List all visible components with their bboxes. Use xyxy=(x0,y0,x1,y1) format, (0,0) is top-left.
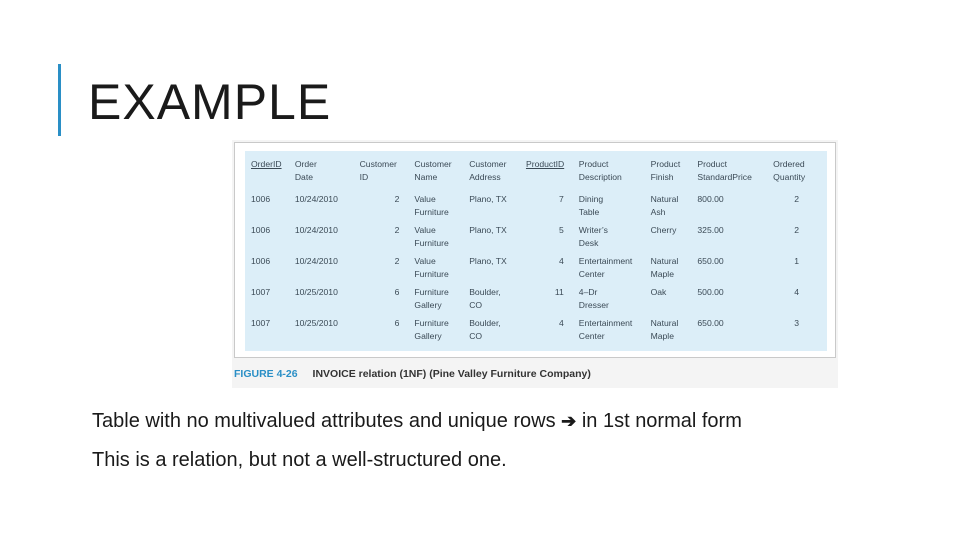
table-header-cell xyxy=(579,151,651,193)
table-cell xyxy=(697,224,773,255)
table-cell xyxy=(245,286,295,317)
cell-line: Desk xyxy=(578,238,599,248)
table-frame xyxy=(234,142,836,358)
table-cell xyxy=(469,193,526,224)
arrow-right-icon: ➔ xyxy=(561,411,577,431)
table-header-cell xyxy=(360,151,415,193)
header-line: OrderID xyxy=(251,159,282,169)
table-cell xyxy=(579,224,651,255)
header-line: Customer xyxy=(469,159,507,169)
cell-line: 1006 xyxy=(251,256,271,266)
cell-line: Value xyxy=(414,225,436,235)
cell-line: Table xyxy=(578,207,600,217)
invoice-table xyxy=(245,151,827,348)
cell-line: Natural xyxy=(650,318,679,328)
cell-line: 1 xyxy=(794,256,799,266)
cell-line: Value xyxy=(414,194,436,204)
cell-line: Gallery xyxy=(414,331,442,341)
table-cell xyxy=(295,224,360,255)
header-line: StandardPrice xyxy=(697,172,752,182)
table-cell xyxy=(360,255,415,286)
table-cell xyxy=(469,286,526,317)
cell-line: Furniture xyxy=(414,207,449,217)
cell-line: Entertainment xyxy=(578,318,633,328)
cell-line: Center xyxy=(578,331,605,341)
invoice-figure xyxy=(232,140,838,388)
cell-line: 1006 xyxy=(251,225,271,235)
cell-line: Cherry xyxy=(650,225,677,235)
header-line: Address xyxy=(469,172,501,182)
cell-line: CO xyxy=(469,331,483,341)
table-cell xyxy=(469,255,526,286)
table-cell xyxy=(773,317,827,348)
table-cell xyxy=(773,224,827,255)
table-cell xyxy=(414,317,469,348)
table-cell xyxy=(414,224,469,255)
cell-line: Furniture xyxy=(414,269,449,279)
cell-line: 2 xyxy=(394,256,400,266)
table-cell xyxy=(526,224,579,255)
table-cell xyxy=(414,286,469,317)
cell-line: 4 xyxy=(559,256,564,266)
table-cell xyxy=(579,286,651,317)
cell-line: 500.00 xyxy=(697,287,724,297)
cell-line: 2 xyxy=(394,194,400,204)
cell-line: 2 xyxy=(794,194,799,204)
header-line: Description xyxy=(578,172,622,182)
body-text-line-1 xyxy=(92,410,742,433)
cell-line: 7 xyxy=(559,194,564,204)
cell-line: Furniture xyxy=(414,318,449,328)
table-cell xyxy=(360,286,415,317)
cell-line: Natural xyxy=(650,194,679,204)
header-line: Name xyxy=(414,172,438,182)
header-line: Product xyxy=(650,159,681,169)
table-cell xyxy=(579,255,651,286)
cell-line: 11 xyxy=(554,287,564,297)
table-row xyxy=(245,317,827,348)
cell-line: Boulder, xyxy=(469,287,501,297)
table-body xyxy=(245,193,827,348)
cell-line: Plano, TX xyxy=(469,194,507,204)
table-header-cell xyxy=(469,151,526,193)
table-cell xyxy=(414,255,469,286)
table-cell xyxy=(651,193,698,224)
cell-line: 10/25/2010 xyxy=(294,287,338,297)
table-row xyxy=(245,193,827,224)
figure-caption-text: INVOICE relation (1NF) (Pine Valley Furniture Company) xyxy=(312,368,591,380)
table-row xyxy=(245,224,827,255)
cell-line: 1007 xyxy=(251,318,271,328)
table-cell xyxy=(651,255,698,286)
table-cell xyxy=(414,193,469,224)
body-text-after-arrow: in 1st normal form xyxy=(581,410,742,432)
cell-line: 650.00 xyxy=(697,318,724,328)
table-header-row xyxy=(245,151,827,193)
cell-line: 10/25/2010 xyxy=(294,318,338,328)
table-cell xyxy=(773,193,827,224)
figure-caption xyxy=(234,368,591,380)
table-cell xyxy=(651,317,698,348)
cell-line: Value xyxy=(414,256,436,266)
table-cell xyxy=(697,193,773,224)
table-cell xyxy=(526,193,579,224)
cell-line: Maple xyxy=(650,269,674,279)
table-header-cell xyxy=(651,151,698,193)
header-line: Product xyxy=(697,159,728,169)
table-cell xyxy=(469,317,526,348)
table-cell xyxy=(245,193,295,224)
table-header-cell xyxy=(526,151,579,193)
table-cell xyxy=(295,255,360,286)
table-cell xyxy=(526,255,579,286)
table-cell xyxy=(697,255,773,286)
cell-line: 325.00 xyxy=(697,225,724,235)
table-cell xyxy=(651,224,698,255)
table-cell xyxy=(245,255,295,286)
cell-line: Writer’s xyxy=(578,225,608,235)
header-line: Order xyxy=(294,159,317,169)
cell-line: 10/24/2010 xyxy=(294,194,338,204)
cell-line: 6 xyxy=(394,287,400,297)
table-cell xyxy=(773,286,827,317)
table-header-cell xyxy=(245,151,295,193)
table-cell xyxy=(773,255,827,286)
table-header-cell xyxy=(773,151,827,193)
header-line: Finish xyxy=(650,172,674,182)
cell-line: Entertainment xyxy=(578,256,633,266)
header-line: Customer xyxy=(359,159,397,169)
header-line: Product xyxy=(578,159,609,169)
cell-line: 10/24/2010 xyxy=(294,225,338,235)
cell-line: 4 xyxy=(559,318,564,328)
cell-line: Dresser xyxy=(578,300,609,310)
cell-line: Dining xyxy=(578,194,604,204)
table-cell xyxy=(245,224,295,255)
slide-title: EXAMPLE xyxy=(88,74,332,130)
table-cell xyxy=(295,286,360,317)
body-text-line-2: This is a relation, but not a well-structured one. xyxy=(92,449,507,471)
cell-line: 2 xyxy=(794,225,799,235)
cell-line: 4–Dr xyxy=(578,287,598,297)
cell-line: 4 xyxy=(794,287,799,297)
table-cell xyxy=(579,317,651,348)
cell-line: 1006 xyxy=(251,194,271,204)
title-accent-bar xyxy=(58,64,61,136)
cell-line: 2 xyxy=(394,225,400,235)
cell-line: Gallery xyxy=(414,300,442,310)
table-cell xyxy=(360,317,415,348)
header-line: Customer xyxy=(414,159,452,169)
cell-line: 3 xyxy=(794,318,799,328)
table-cell xyxy=(579,193,651,224)
table-background xyxy=(245,151,827,351)
table-cell xyxy=(245,317,295,348)
cell-line: 10/24/2010 xyxy=(294,256,338,266)
cell-line: Plano, TX xyxy=(469,256,507,266)
header-line: Ordered xyxy=(773,159,805,169)
table-cell xyxy=(526,317,579,348)
table-cell xyxy=(295,193,360,224)
cell-line: Boulder, xyxy=(469,318,501,328)
cell-line: Ash xyxy=(650,207,666,217)
cell-line: Oak xyxy=(650,287,667,297)
cell-line: 6 xyxy=(394,318,400,328)
cell-line: 1007 xyxy=(251,287,271,297)
header-line: ProductID xyxy=(525,159,565,169)
table-cell xyxy=(295,317,360,348)
table-cell xyxy=(697,286,773,317)
table-header-cell xyxy=(414,151,469,193)
table-cell xyxy=(360,193,415,224)
cell-line: Center xyxy=(578,269,605,279)
table-header-cell xyxy=(697,151,773,193)
table-cell xyxy=(651,286,698,317)
cell-line: Plano, TX xyxy=(469,225,507,235)
table-cell xyxy=(469,224,526,255)
table-header-cell xyxy=(295,151,360,193)
cell-line: 650.00 xyxy=(697,256,724,266)
figure-number: FIGURE 4-26 xyxy=(234,368,298,380)
cell-line: Natural xyxy=(650,256,679,266)
cell-line: CO xyxy=(469,300,483,310)
cell-line: Furniture xyxy=(414,238,449,248)
table-cell xyxy=(360,224,415,255)
table-cell xyxy=(526,286,579,317)
header-line: Date xyxy=(294,172,313,182)
table-row xyxy=(245,255,827,286)
header-line: ID xyxy=(359,172,369,182)
body-text-before-arrow: Table with no multivalued attributes and unique rows xyxy=(92,410,556,432)
table-cell xyxy=(697,317,773,348)
table-row xyxy=(245,286,827,317)
cell-line: 800.00 xyxy=(697,194,724,204)
cell-line: Maple xyxy=(650,331,674,341)
header-line: Quantity xyxy=(773,172,806,182)
cell-line: 5 xyxy=(559,225,564,235)
cell-line: Furniture xyxy=(414,287,449,297)
